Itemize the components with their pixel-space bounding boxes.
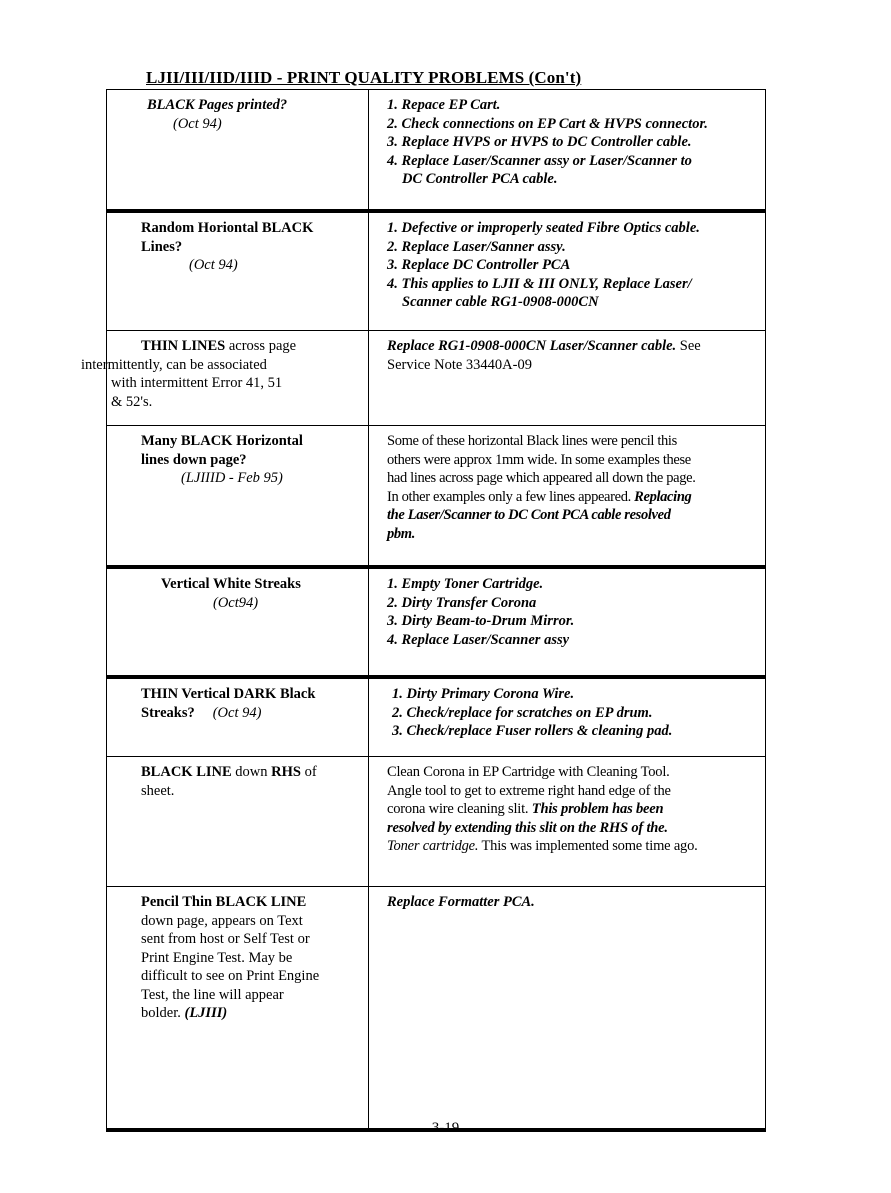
fix-cell (369, 213, 765, 330)
fix-text: Replace Formatter PCA. (387, 894, 535, 910)
fix-text: Service Note 33440A-09 (387, 356, 532, 373)
symptom-text: with intermittent Error 41, 51 (111, 375, 283, 391)
symptom-cell (107, 679, 369, 756)
symptom-text (111, 337, 364, 356)
fix-plain-text: In other examples only a few lines appeared. (387, 488, 635, 505)
fix-text: Clean Corona in EP Cartridge with Cleaning Tool. (387, 764, 670, 780)
fix-step: 3. Replace HVPS or HVPS to DC Controller cable. (387, 134, 692, 150)
table-row (107, 569, 765, 679)
fix-step: 1. Dirty Primary Corona Wire. (392, 686, 575, 702)
fix-text: resolved by extending this slit on the RHS of the. (387, 819, 668, 836)
symptom-text: intermittently, can be associated (81, 356, 267, 373)
fix-step: 1. Repace EP Cart. (387, 97, 501, 113)
symptom-text: Vertical White Streaks (161, 576, 301, 592)
fix-cell (369, 679, 765, 756)
fix-text (387, 837, 761, 856)
fix-cell (369, 757, 765, 886)
fix-plain-text: corona wire cleaning slit. (387, 801, 532, 817)
symptom-text: BLACK Pages printed? (147, 97, 288, 113)
symptom-text: Test, the line will appear (141, 986, 284, 1003)
fix-step: 2. Check/replace for scratches on EP drum. (392, 704, 653, 721)
symptom-cell (107, 426, 369, 565)
fix-step: 4. Replace Laser/Scanner assy or Laser/Scanner to (387, 152, 692, 169)
fix-plain-text: See (676, 338, 701, 354)
symptom-cell (107, 757, 369, 886)
table-row (107, 90, 765, 213)
symptom-text: Random Horiontal BLACK (141, 220, 314, 236)
symptom-cell (107, 213, 369, 330)
fix-text: Some of these horizontal Black lines were pencil this (387, 433, 677, 449)
fix-step: 1. Empty Toner Cartridge. (387, 576, 544, 592)
symptom-text: down page, appears on Text (141, 912, 303, 929)
fix-cell (369, 569, 765, 675)
symptom-text: sent from host or Self Test or (141, 931, 310, 947)
symptom-bold-text: THIN LINES (141, 338, 226, 354)
symptom-cell (107, 887, 369, 1128)
page-title: LJII/III/IID/IIID - PRINT QUALITY PROBLEMS (Con't) (146, 68, 582, 87)
fix-step: 2. Replace Laser/Sanner assy. (387, 238, 566, 255)
symptom-date: (Oct 94) (212, 704, 262, 721)
symptom-date: (Oct 94) (173, 115, 222, 132)
symptom-text: Many BLACK Horizontal (141, 433, 303, 449)
fix-italic-text: This problem has been (531, 801, 664, 817)
symptom-bold-text: (LJIII) (184, 1005, 228, 1021)
table-row (107, 213, 765, 331)
symptom-rest-text: down (231, 764, 272, 780)
fix-text: others were approx 1mm wide. In some examples these (387, 451, 691, 468)
symptom-bold-text: RHS (271, 764, 301, 780)
fix-italic-text: Replacing (634, 488, 692, 505)
fix-step: 3. Check/replace Fuser rollers & cleaning pad. (392, 723, 673, 739)
fix-step: 2. Check connections on EP Cart & HVPS connector. (387, 115, 708, 132)
symptom-cell (81, 331, 369, 425)
symptom-bold-text: BLACK LINE (141, 764, 232, 780)
symptom-text (141, 763, 364, 782)
fix-step: DC Controller PCA cable. (402, 171, 558, 187)
symptom-text: Pencil Thin BLACK LINE (141, 894, 307, 910)
symptom-bold-text: Streaks? (141, 704, 195, 721)
fix-text (387, 488, 761, 507)
symptom-text: sheet. (141, 782, 175, 799)
fix-step: Scanner cable RG1-0908-000CN (402, 294, 599, 310)
fix-text: had lines across page which appeared all down the page. (387, 470, 696, 486)
symptom-text: difficult to see on Print Engine (141, 968, 320, 984)
table-row (107, 679, 765, 757)
fix-step: 1. Defective or improperly seated Fibre Optics cable. (387, 220, 700, 236)
symptom-cell (107, 90, 369, 209)
fix-italic-text: Replace RG1-0908-000CN Laser/Scanner cable. (387, 338, 677, 354)
fix-text (387, 800, 761, 819)
fix-text: pbm. (387, 525, 416, 542)
symptom-cell (107, 569, 369, 675)
fix-cell (369, 426, 765, 565)
symptom-date: (Oct 94) (189, 257, 238, 273)
symptom-rest-text: of (300, 764, 317, 780)
symptom-text: Lines? (141, 238, 183, 255)
symptom-text: lines down page? (141, 451, 247, 468)
fix-text (387, 337, 761, 356)
table-row (81, 331, 765, 426)
fix-plain-text: This was implemented some time ago. (478, 838, 698, 854)
fix-italic-text: Toner cartridge. (387, 838, 479, 854)
fix-cell (369, 887, 765, 1128)
problems-table (81, 89, 766, 1132)
symptom-text (141, 704, 364, 723)
symptom-date: (LJIIID - Feb 95) (181, 470, 283, 486)
fix-step: 4. Replace Laser/Scanner assy (387, 631, 570, 648)
fix-cell (369, 90, 765, 209)
table-row (107, 887, 765, 1132)
symptom-text (141, 1004, 364, 1023)
fix-text: Angle tool to get to extreme right hand edge of the (387, 782, 671, 799)
table-row (107, 757, 765, 887)
fix-step: 2. Dirty Transfer Corona (387, 594, 537, 611)
fix-cell (369, 331, 765, 425)
symptom-date: (Oct94) (213, 594, 259, 611)
table-row (107, 426, 765, 569)
fix-step: 3. Replace DC Controller PCA (387, 257, 571, 273)
symptom-text: THIN Vertical DARK Black (141, 686, 316, 702)
fix-text: the Laser/Scanner to DC Cont PCA cable resolved (387, 507, 671, 523)
symptom-rest-text: bolder. (141, 1005, 185, 1021)
fix-step: 4. This applies to LJII & III ONLY, Replace Laser/ (387, 275, 692, 292)
symptom-rest-text: across page (225, 338, 297, 354)
symptom-text: Print Engine Test. May be (141, 949, 293, 966)
symptom-text: & 52's. (111, 393, 153, 410)
fix-step: 3. Dirty Beam-to-Drum Mirror. (387, 613, 575, 629)
page-number: 3-19 (431, 1120, 460, 1136)
